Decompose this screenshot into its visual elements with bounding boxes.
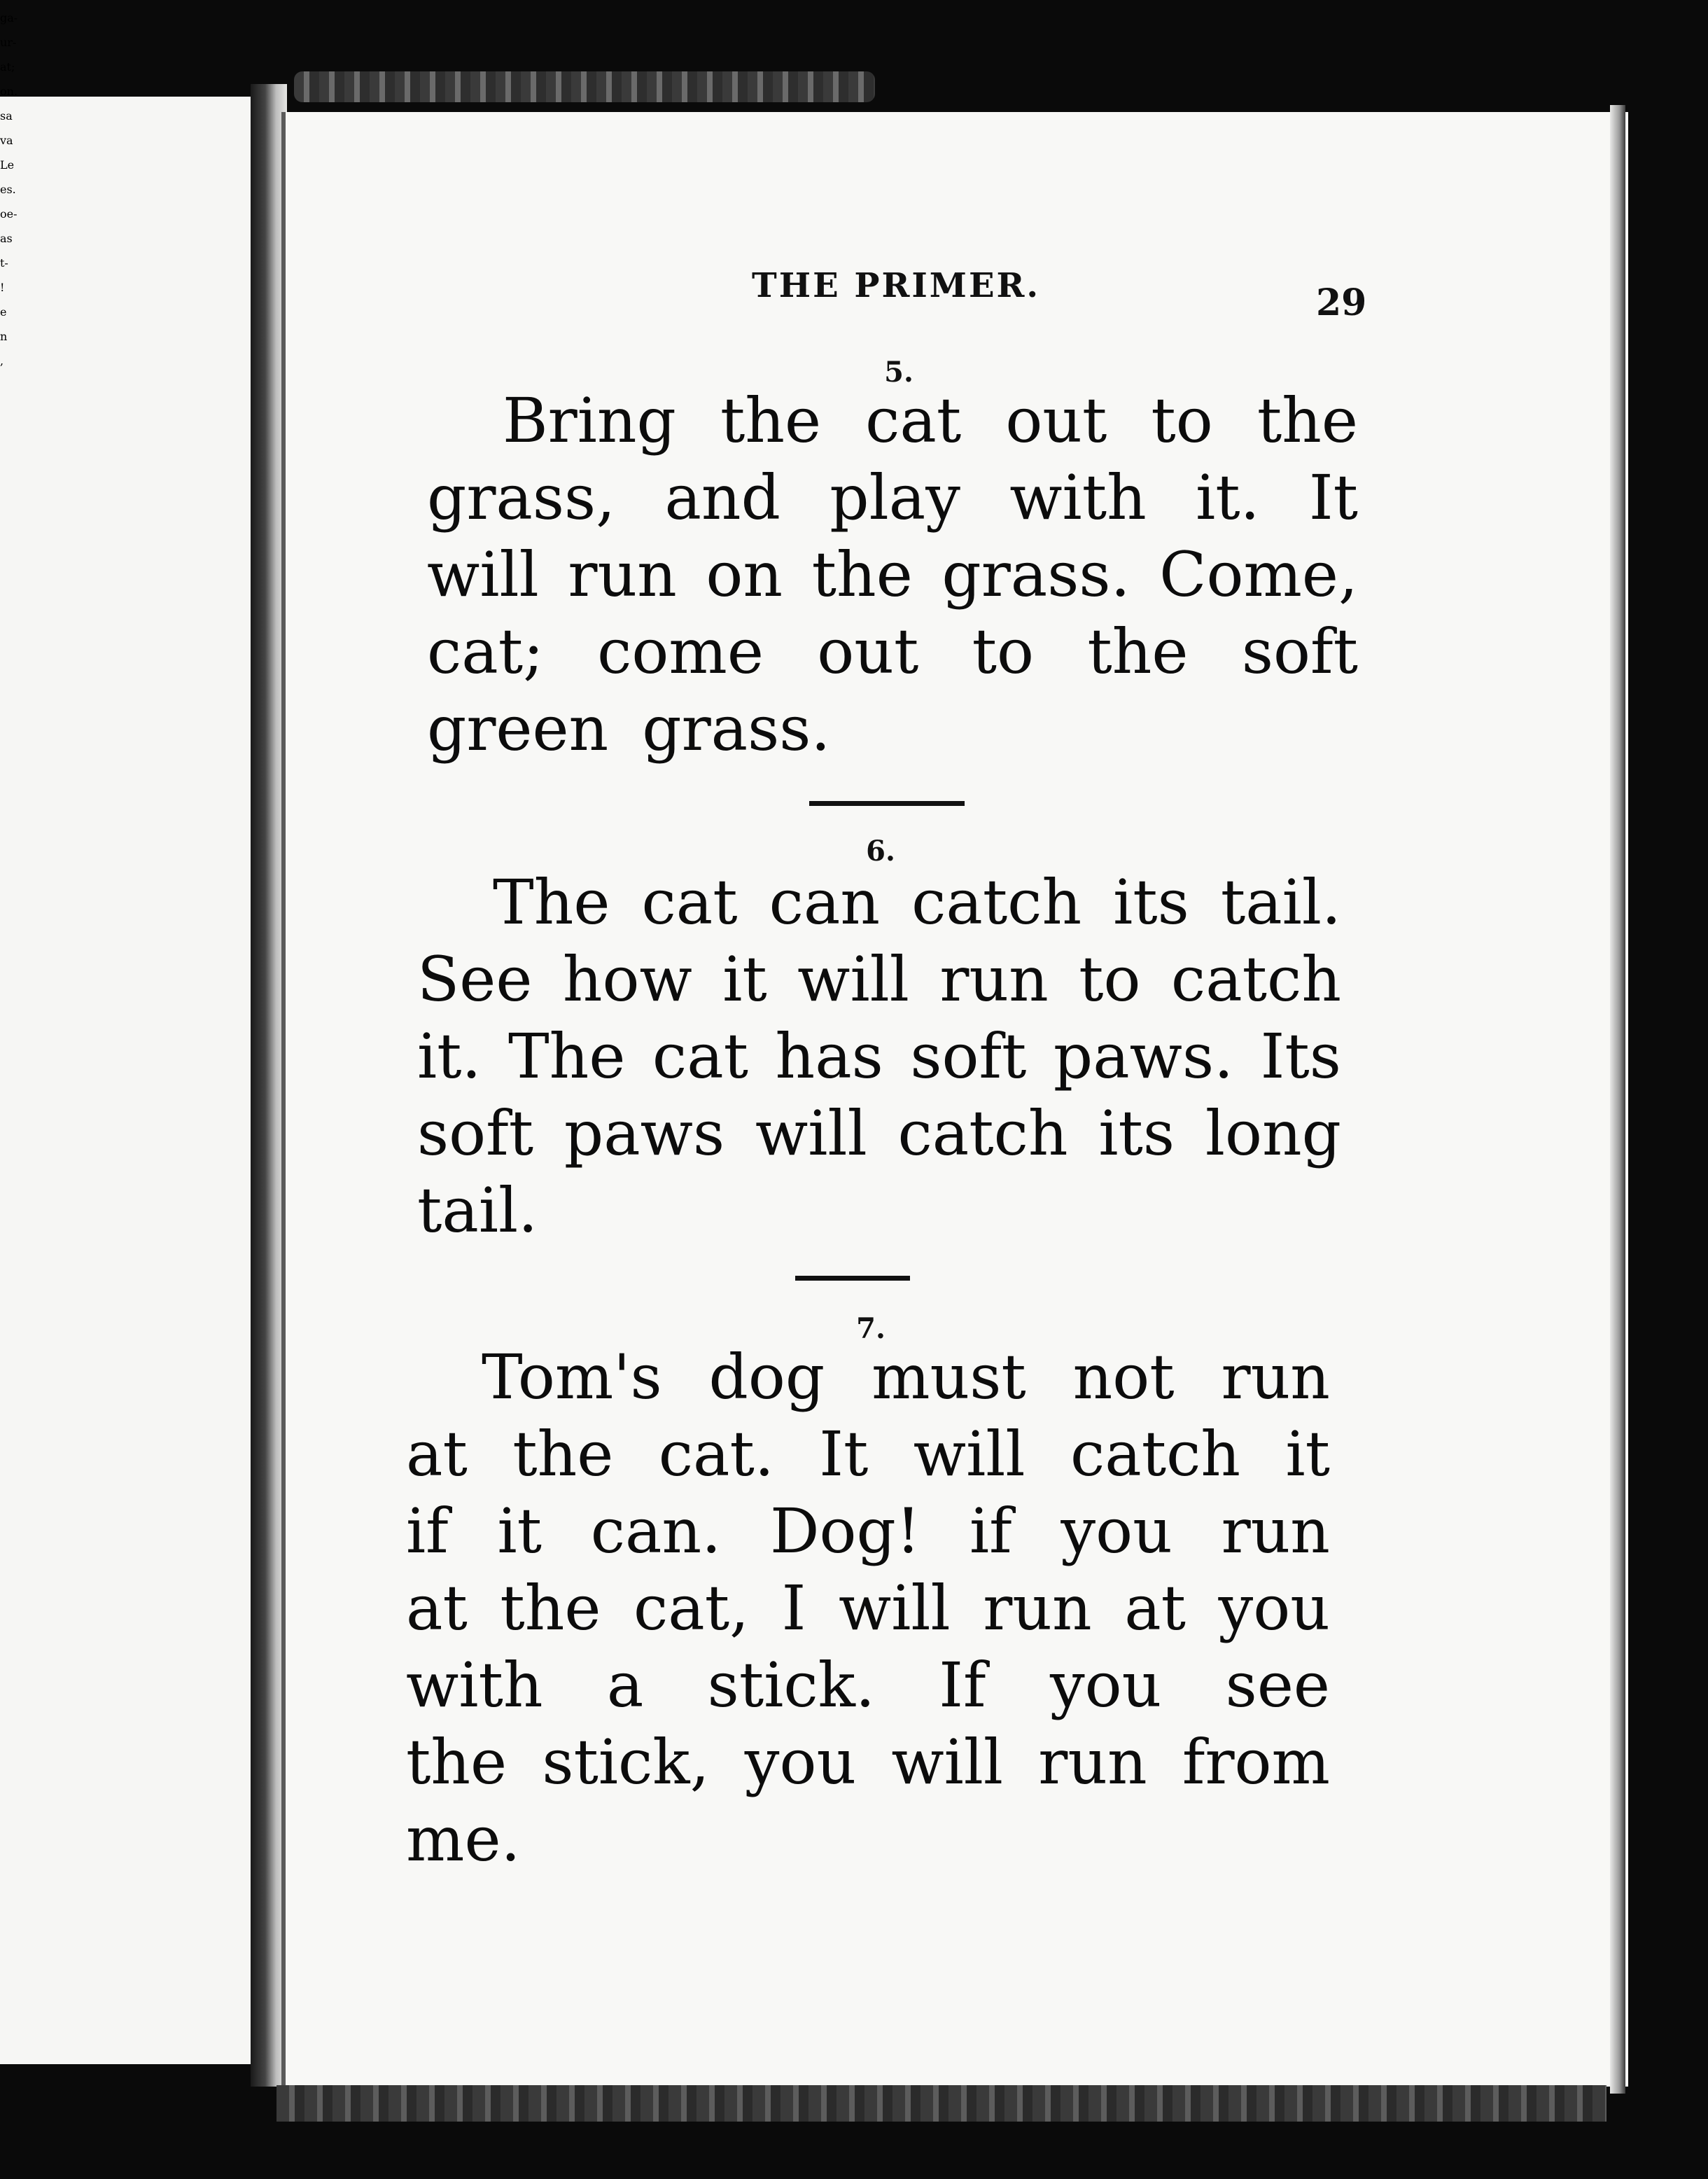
text-line: green grass. xyxy=(427,692,831,765)
text-line: at the cat. It will catch it xyxy=(406,1418,1330,1490)
lesson-number: 7. xyxy=(856,1312,886,1345)
section-divider xyxy=(795,1276,910,1281)
text-line: The cat can catch its tail. xyxy=(493,866,1341,938)
left-fragment: , xyxy=(0,354,4,368)
left-fragment: sa xyxy=(0,109,13,123)
text-line: at the cat, I will run at you xyxy=(406,1572,1330,1644)
lesson-paragraph xyxy=(406,1339,1330,1878)
text-line: See how it will run to catch xyxy=(417,943,1341,1015)
left-page-fragments xyxy=(0,0,246,2101)
running-head: THE PRIMER. xyxy=(752,266,1041,305)
left-fragment: va xyxy=(0,134,13,147)
left-fragment: ga- xyxy=(0,11,18,25)
page-number: 29 xyxy=(1316,281,1367,324)
text-line: tail. xyxy=(417,1174,538,1246)
left-fragment: as xyxy=(0,232,13,245)
left-fragment: ! xyxy=(0,281,5,294)
text-line: me. xyxy=(406,1803,521,1875)
bottom-binding-band xyxy=(276,2085,1606,2122)
lesson-number: 5. xyxy=(884,356,913,389)
text-line: Bring the cat out to the xyxy=(503,384,1358,457)
left-fragment: at; xyxy=(0,60,15,74)
text-line: with a stick. If you see xyxy=(406,1649,1330,1721)
text-line: if it can. Dog! if you run xyxy=(406,1495,1330,1567)
top-binding-band xyxy=(294,71,875,102)
text-line: grass, and play with it. It xyxy=(427,461,1358,534)
text-line: it. The cat has soft paws. Its xyxy=(417,1020,1341,1092)
lesson-paragraph xyxy=(427,382,1358,767)
left-fragment: Le xyxy=(0,158,15,172)
left-fragment: oe- xyxy=(0,207,18,221)
text-line: soft paws will catch its long xyxy=(417,1097,1341,1169)
right-page-edge xyxy=(1610,105,1625,2094)
left-fragment: es. xyxy=(0,183,16,196)
section-divider xyxy=(809,801,965,806)
lesson-paragraph xyxy=(417,864,1341,1249)
text-line: Tom's dog must not run xyxy=(482,1341,1330,1413)
left-fragment: on. xyxy=(0,85,18,98)
left-fragment: t- xyxy=(0,256,8,270)
text-line: cat; come out to the soft xyxy=(427,615,1358,688)
text-line: the stick, you will run from xyxy=(406,1726,1330,1798)
left-fragment: ur- xyxy=(0,36,17,49)
text-line: will run on the grass. Come, xyxy=(427,538,1358,611)
left-fragment: n xyxy=(0,330,8,343)
lesson-number: 6. xyxy=(866,835,895,868)
left-fragment: e xyxy=(0,305,7,319)
